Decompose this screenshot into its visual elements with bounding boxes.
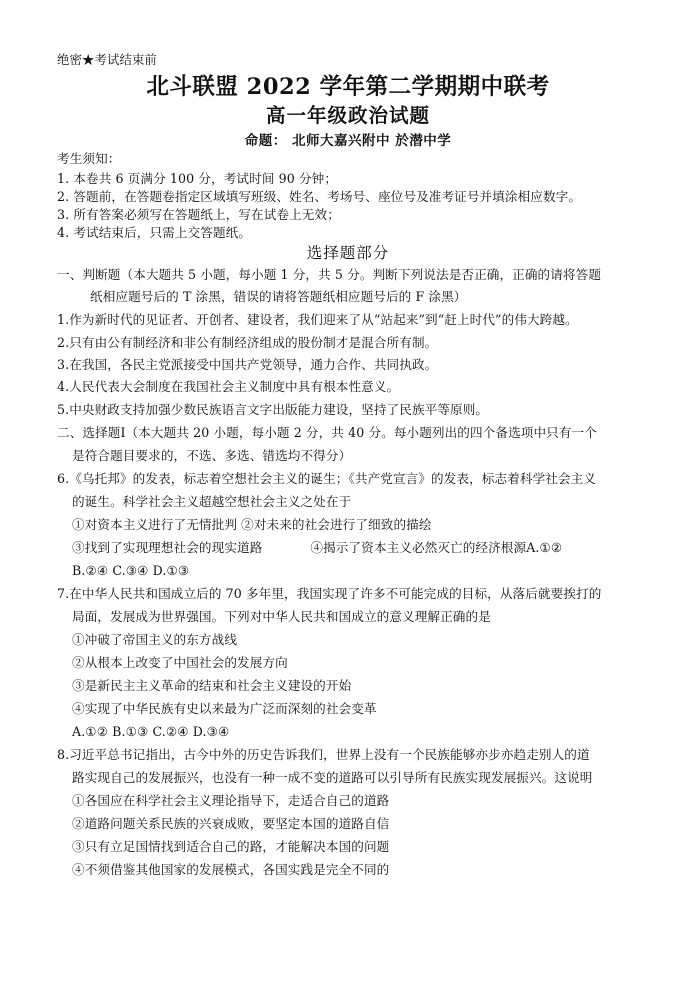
- question-7-option: ④实现了中华民族有史以来最为广泛而深刻的社会变革: [72, 701, 377, 716]
- question-8-option: ②道路问题关系民族的兴衰成败，要坚定本国的道路自信: [72, 816, 390, 831]
- question-6-option-4: ④揭示了资本主义必然灭亡的经济根源A.①②: [310, 540, 563, 555]
- exam-subtitle: 高一年级政治试题: [265, 104, 430, 127]
- question-7-option: ③是新民主主义革命的结束和社会主义建设的开始: [72, 678, 352, 693]
- question-6-choices: B.②④ C.③④ D.①③: [72, 563, 190, 578]
- part1-instruction-cont: 纸相应题号后的 T 涂黑，错误的请将答题纸相应题号后的 F 涂黑）: [90, 289, 467, 304]
- question-7-option: ②从根本上改变了中国社会的发展方向: [72, 655, 288, 670]
- question-8-stem: 8.习近平总书记指出，古今中外的历史告诉我们，世界上没有一个民族能够亦步亦趋走别人的道: [57, 747, 590, 762]
- exam-title: 北斗联盟 2022 学年第二学期期中联考: [146, 74, 550, 100]
- question-7-option: ①冲破了帝国主义的东方战线: [72, 632, 238, 647]
- question-7-stem: 7.在中华人民共和国成立后的 70 多年里，我国实现了许多不可能完成的目标，从落后就要挨打的: [57, 586, 602, 601]
- question-8-option: ③只有立足国情找到适合自己的路，才能解决本国的问题: [72, 839, 390, 854]
- question-3: 3.在我国，各民主党派接受中国共产党领导，通力合作、共同执政。: [57, 357, 438, 372]
- question-7-choices: A.①② B.①③ C.②④ D.③④: [72, 724, 230, 739]
- notice-item: 3. 所有答案必须写在答题纸上，写在试卷上无效；: [57, 207, 340, 222]
- question-1: 1.作为新时代的见证者、开创者、建设者，我们迎来了从“站起来”到“赶上时代”的伟大跨越。: [57, 312, 578, 327]
- question-6-option-3: ③找到了实现理想社会的现实道路: [72, 540, 263, 555]
- question-6-stem-cont: 的诞生。科学社会主义超越空想社会主义之处在于: [72, 494, 352, 509]
- question-2: 2.只有由公有制经济和非公有制经济组成的股份制才是混合所有制。: [57, 335, 438, 350]
- notice-item: 1. 本卷共 6 页满分 100 分，考试时间 90 分钟；: [57, 171, 338, 186]
- question-6-stem: 6.《乌托邦》的发表，标志着空想社会主义的诞生；《共产党宣言》的发表，标志着科学社会主义: [57, 471, 597, 486]
- part2-instruction-cont: 是符合题目要求的，不选、多选、错选均不得分）: [72, 448, 352, 463]
- question-6-options-row: [72, 540, 562, 556]
- question-8-option: ①各国应在科学社会主义理论指导下，走适合自己的道路: [72, 793, 390, 808]
- part2-instruction: 二、选择题Ⅰ（本大题共 20 小题，每小题 2 分，共 40 分。每小题列出的四个备选项中只有一个: [57, 425, 597, 440]
- question-8-option: ④不须借鉴其他国家的发展模式，各国实践是完全不同的: [72, 862, 390, 877]
- exam-authors: 命题： 北师大嘉兴附中 於潜中学: [244, 133, 452, 149]
- question-5: 5.中央财政支持加强少数民族语言文字出版能力建设，坚持了民族平等原则。: [57, 402, 489, 417]
- question-4: 4.人民代表大会制度在我国社会主义制度中具有根本性意义。: [57, 379, 400, 394]
- section-title: 选择题部分: [306, 244, 390, 262]
- notice-heading: 考生须知：: [57, 151, 121, 166]
- question-7-stem-cont: 局面，发展成为世界强国。下列对中华人民共和国成立的意义理解正确的是: [72, 609, 491, 624]
- notice-item: 4. 考试结束后，只需上交答题纸。: [57, 225, 252, 240]
- part1-instruction: 一、判断题（本大题共 5 小题，每小题 1 分，共 5 分。判断下列说法是否正确，正确的请将答题: [57, 267, 602, 282]
- question-8-stem-cont: 路实现自己的发展振兴，也没有一种一成不变的道路可以引导所有民族实现发展振兴。这说明: [72, 770, 593, 785]
- confidential-label: 绝密★考试结束前: [57, 52, 157, 67]
- notice-item: 2. 答题前，在答题卷指定区域填写班级、姓名、考场号、座位号及准考证号并填涂相应数字。: [57, 189, 582, 204]
- question-6-options: ①对资本主义进行了无情批判 ②对未来的社会进行了细致的描绘: [72, 517, 432, 532]
